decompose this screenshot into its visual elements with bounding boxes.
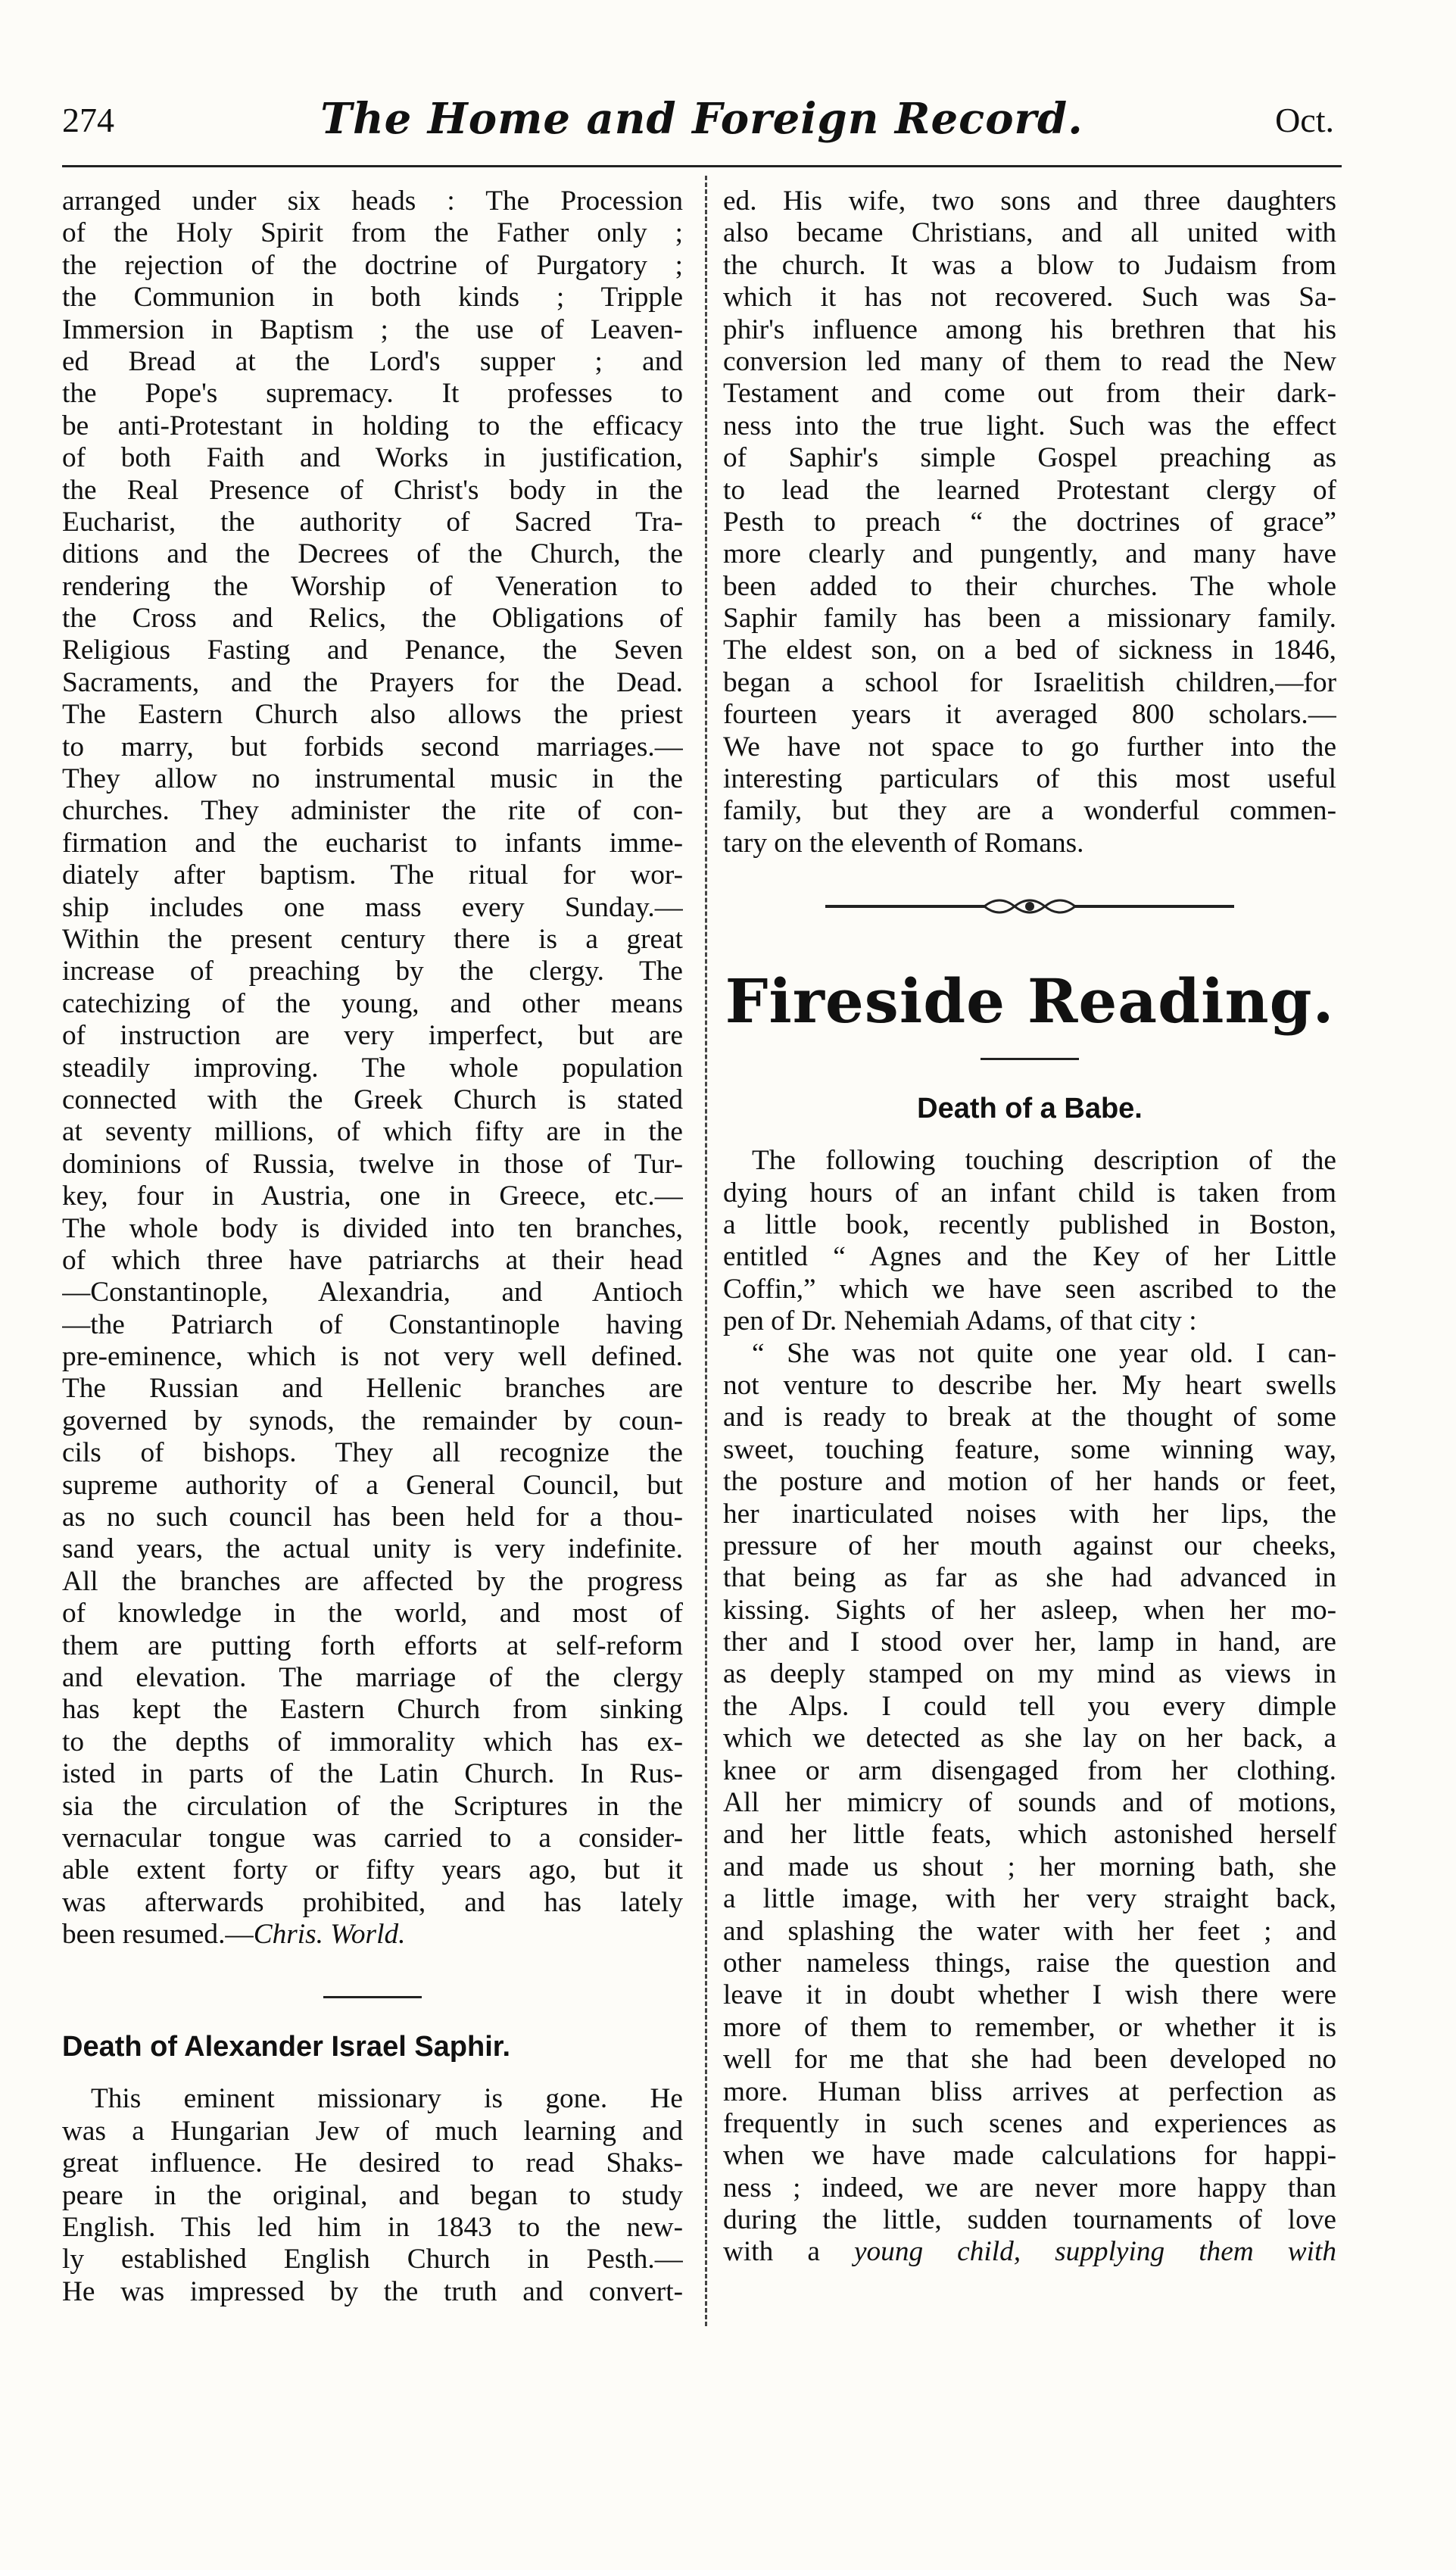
text-line: ness ; indeed, we are never more happy than <box>723 2172 1336 2204</box>
text-line: and elevation. The marriage of the clergy <box>62 1661 683 1693</box>
text-line: sweet, touching feature, some winning way, <box>723 1433 1336 1465</box>
text-line: governed by synods, the remainder by coun- <box>62 1405 683 1436</box>
text-line: conversion led many of them to read the New <box>723 345 1336 377</box>
text-line: English. This led him in 1843 to the new- <box>62 2212 683 2244</box>
babe-introduction <box>723 1145 1336 1305</box>
text-line: frequently in such scenes and experiences as <box>723 2107 1336 2139</box>
text-line: at seventy millions, of which fifty are in the <box>62 1116 683 1148</box>
quote-final-line <box>723 2236 1336 2268</box>
title-underline <box>981 1058 1079 1060</box>
text-line: We have not space to go further into the <box>723 731 1336 763</box>
text-line: the Alps. I could tell you every dimple <box>723 1690 1336 1722</box>
text-line: leave it in doubt whether I wish there were <box>723 1979 1336 2011</box>
text-line: key, four in Austria, one in Greece, etc.— <box>62 1181 683 1212</box>
text-line: of knowledge in the world, and most of <box>62 1598 683 1630</box>
text-line: All the branches are affected by the progress <box>62 1565 683 1597</box>
text-line: sia the circulation of the Scriptures in the <box>62 1790 683 1822</box>
text-line: The Eastern Church also allows the priest <box>62 699 683 731</box>
text-line: began a school for Israelitish children,—for <box>723 666 1336 698</box>
text-line: increase of preaching by the clergy. The <box>62 956 683 987</box>
page-header <box>62 91 1342 159</box>
saphir-article <box>62 2083 683 2308</box>
text-line: has kept the Eastern Church from sinking <box>62 1694 683 1726</box>
text-line: —Constantinople, Alexandria, and Antioch <box>62 1277 683 1308</box>
page-number: 274 <box>62 101 114 139</box>
text-line: Immersion in Baptism ; the use of Leaven- <box>62 313 683 345</box>
text-line: kissing. Sights of her asleep, when her mo- <box>723 1594 1336 1626</box>
text-line: other nameless things, raise the question and <box>723 1947 1336 1979</box>
text-line: the church. It was a blow to Judaism from <box>723 249 1336 281</box>
text-line: The eldest son, on a bed of sickness in 1846, <box>723 635 1336 666</box>
header-rule <box>62 165 1342 167</box>
text-line: of the Holy Spirit from the Father only ; <box>62 217 683 249</box>
text-line: when we have made calculations for happi- <box>723 2140 1336 2172</box>
text-line: He was impressed by the truth and convert- <box>62 2275 683 2307</box>
text-line: dominions of Russia, twelve in those of Tur- <box>62 1148 683 1180</box>
article-closing-line <box>62 1919 683 1951</box>
text-line: —the Patriarch of Constantinople having <box>62 1308 683 1340</box>
text-line: isted in parts of the Latin Church. In Rus- <box>62 1758 683 1790</box>
text-line: The following touching description of the <box>752 1145 1336 1177</box>
text-line: churches. They administer the rite of con- <box>62 795 683 827</box>
text-line: cils of bishops. They all recognize the <box>62 1437 683 1469</box>
text-line: diately after baptism. The ritual for wor- <box>62 859 683 891</box>
text-line: All her mimicry of sounds and of motions, <box>723 1787 1336 1819</box>
text-line: rendering the Worship of Veneration to <box>62 570 683 602</box>
text-line: entitled “ Agnes and the Key of her Little <box>723 1241 1336 1273</box>
text-line: “ She was not quite one year old. I can- <box>752 1337 1336 1369</box>
text-line: They allow no instrumental music in the <box>62 763 683 795</box>
babe-quotation <box>723 1338 1336 2237</box>
text-line: of both Faith and Works in justification, <box>62 442 683 474</box>
text-line: the rejection of the doctrine of Purgatory ; <box>62 249 683 281</box>
text-line: sand years, the actual unity is very indefinite. <box>62 1533 683 1565</box>
text-line: to marry, but forbids second marriages.— <box>62 731 683 763</box>
text-line: the Pope's supremacy. It professes to <box>62 378 683 410</box>
text-line: great influence. He desired to read Shaks- <box>62 2147 683 2179</box>
text-line: and made us shout ; her morning bath, she <box>723 1851 1336 1882</box>
fireside-reading-title: Fireside Reading. <box>725 965 1335 1037</box>
text-line: ther and I stood over her, lamp in hand, are <box>723 1627 1336 1658</box>
babe-heading: Death of a Babe. <box>917 1093 1143 1125</box>
eastern-church-article <box>62 186 683 1919</box>
text-line: vernacular tongue was carried to a consider- <box>62 1822 683 1854</box>
text-line: the Communion in both kinds ; Tripple <box>62 282 683 313</box>
text-line: the Cross and Relics, the Obligations of <box>62 603 683 635</box>
text-line: Pesth to preach “ the doctrines of grace” <box>723 506 1336 538</box>
section-divider <box>323 1996 422 1998</box>
final-italic-text: young child, supplying them with <box>853 2236 1336 2268</box>
text-line: interesting particulars of this most useful <box>723 763 1336 795</box>
text-line: pre-eminence, which is not very well defined. <box>62 1341 683 1373</box>
text-line: ditions and the Decrees of the Church, the <box>62 538 683 570</box>
text-line: The whole body is divided into ten branches, <box>62 1212 683 1244</box>
text-line: supreme authority of a General Council, but <box>62 1469 683 1501</box>
text-line: Saphir family has been a missionary family. <box>723 603 1336 635</box>
text-line: more clearly and pungently, and many have <box>723 538 1336 570</box>
saphir-heading: Death of Alexander Israel Saphir. <box>62 2031 511 2063</box>
text-line: pressure of her mouth against our cheeks, <box>723 1530 1336 1561</box>
text-line: and her little feats, which astonished herself <box>723 1819 1336 1851</box>
text-line: steadily improving. The whole population <box>62 1052 683 1084</box>
text-line: arranged under six heads : The Procession <box>62 186 683 217</box>
saphir-closing-line: tary on the eleventh of Romans. <box>723 827 1084 859</box>
text-line: which we detected as she lay on her back, a <box>723 1723 1336 1754</box>
text-line: as no such council has been held for a thou- <box>62 1502 683 1533</box>
text-line: her inarticulated noises with her lips, the <box>723 1498 1336 1530</box>
text-line: been added to their churches. The whole <box>723 570 1336 602</box>
ornamental-divider <box>723 891 1336 922</box>
text-line: Coffin,” which we have seen ascribed to the <box>723 1273 1336 1305</box>
text-line: The Russian and Hellenic branches are <box>62 1373 683 1405</box>
text-line: and is ready to break at the thought of some <box>723 1402 1336 1433</box>
text-line: dying hours of an infant child is taken from <box>723 1177 1336 1209</box>
text-line: of instruction are very imperfect, but are <box>62 1020 683 1052</box>
text-line: was a Hungarian Jew of much learning and <box>62 2115 683 2147</box>
text-line: firmation and the eucharist to infants imme- <box>62 827 683 859</box>
text-line: to lead the learned Protestant clergy of <box>723 474 1336 506</box>
text-line: was afterwards prohibited, and has lately <box>62 1886 683 1918</box>
text-line: the Real Presence of Christ's body in the <box>62 474 683 506</box>
text-line: Testament and come out from their dark- <box>723 378 1336 410</box>
text-line: of Saphir's simple Gospel preaching as <box>723 442 1336 474</box>
text-line: ed Bread at the Lord's supper ; and <box>62 345 683 377</box>
closing-text: been resumed.— <box>62 1919 254 1951</box>
text-line: ly established English Church in Pesth.— <box>62 2244 683 2275</box>
text-line: peare in the original, and began to study <box>62 2179 683 2211</box>
text-line: able extent forty or fifty years ago, but it <box>62 1854 683 1886</box>
text-line: as deeply stamped on my mind as views in <box>723 1658 1336 1690</box>
text-line: which it has not recovered. Such was Sa- <box>723 282 1336 313</box>
text-line: phir's influence among his brethren that his <box>723 313 1336 345</box>
saphir-article-continued <box>723 186 1336 828</box>
text-line: catechizing of the young, and other means <box>62 987 683 1019</box>
text-line: them are putting forth efforts at self-reform <box>62 1630 683 1661</box>
left-column <box>62 186 683 2308</box>
text-line: a little image, with her very straight back, <box>723 1883 1336 1915</box>
text-line: ness into the true light. Such was the effect <box>723 410 1336 441</box>
text-line: a little book, recently published in Boston, <box>723 1209 1336 1240</box>
text-line: also became Christians, and all united with <box>723 217 1336 249</box>
text-line: connected with the Greek Church is stated <box>62 1084 683 1115</box>
text-line: be anti-Protestant in holding to the efficacy <box>62 410 683 441</box>
source-citation: Chris. World. <box>253 1919 406 1951</box>
text-line: that being as far as she had advanced in <box>723 1562 1336 1594</box>
text-line: Religious Fasting and Penance, the Seven <box>62 635 683 666</box>
text-line: well for me that she had been developed no <box>723 2044 1336 2076</box>
text-line: knee or arm disengaged from her clothing. <box>723 1754 1336 1786</box>
flourish-ornament <box>818 891 1242 922</box>
babe-intro-closing-line: pen of Dr. Nehemiah Adams, of that city : <box>723 1305 1197 1337</box>
text-line: Eucharist, the authority of Sacred Tra- <box>62 506 683 538</box>
text-line: more of them to remember, or whether it is <box>723 2011 1336 2043</box>
text-line: fourteen years it averaged 800 scholars.— <box>723 699 1336 731</box>
text-line: and splashing the water with her feet ; and <box>723 1915 1336 1947</box>
issue-month: Oct. <box>1275 101 1334 139</box>
text-line: during the little, sudden tournaments of love <box>723 2204 1336 2236</box>
right-column <box>723 186 1336 2269</box>
text-line: not venture to describe her. My heart swells <box>723 1369 1336 1401</box>
text-line: to the depths of immorality which has ex- <box>62 1726 683 1758</box>
text-line: more. Human bliss arrives at perfection as <box>723 2076 1336 2107</box>
text-line: of which three have patriarchs at their head <box>62 1244 683 1276</box>
text-line: This eminent missionary is gone. He <box>91 2083 683 2115</box>
text-line: ed. His wife, two sons and three daughters <box>723 186 1336 217</box>
journal-title: The Home and Foreign Record. <box>320 94 1083 144</box>
text-line: the posture and motion of her hands or feet, <box>723 1466 1336 1498</box>
final-roman-text: with a <box>723 2236 854 2268</box>
text-line: Sacraments, and the Prayers for the Dead. <box>62 666 683 698</box>
text-line: ship includes one mass every Sunday.— <box>62 891 683 923</box>
text-line: Within the present century there is a great <box>62 923 683 955</box>
text-line: family, but they are a wonderful commen- <box>723 795 1336 827</box>
column-divider <box>705 176 707 2326</box>
